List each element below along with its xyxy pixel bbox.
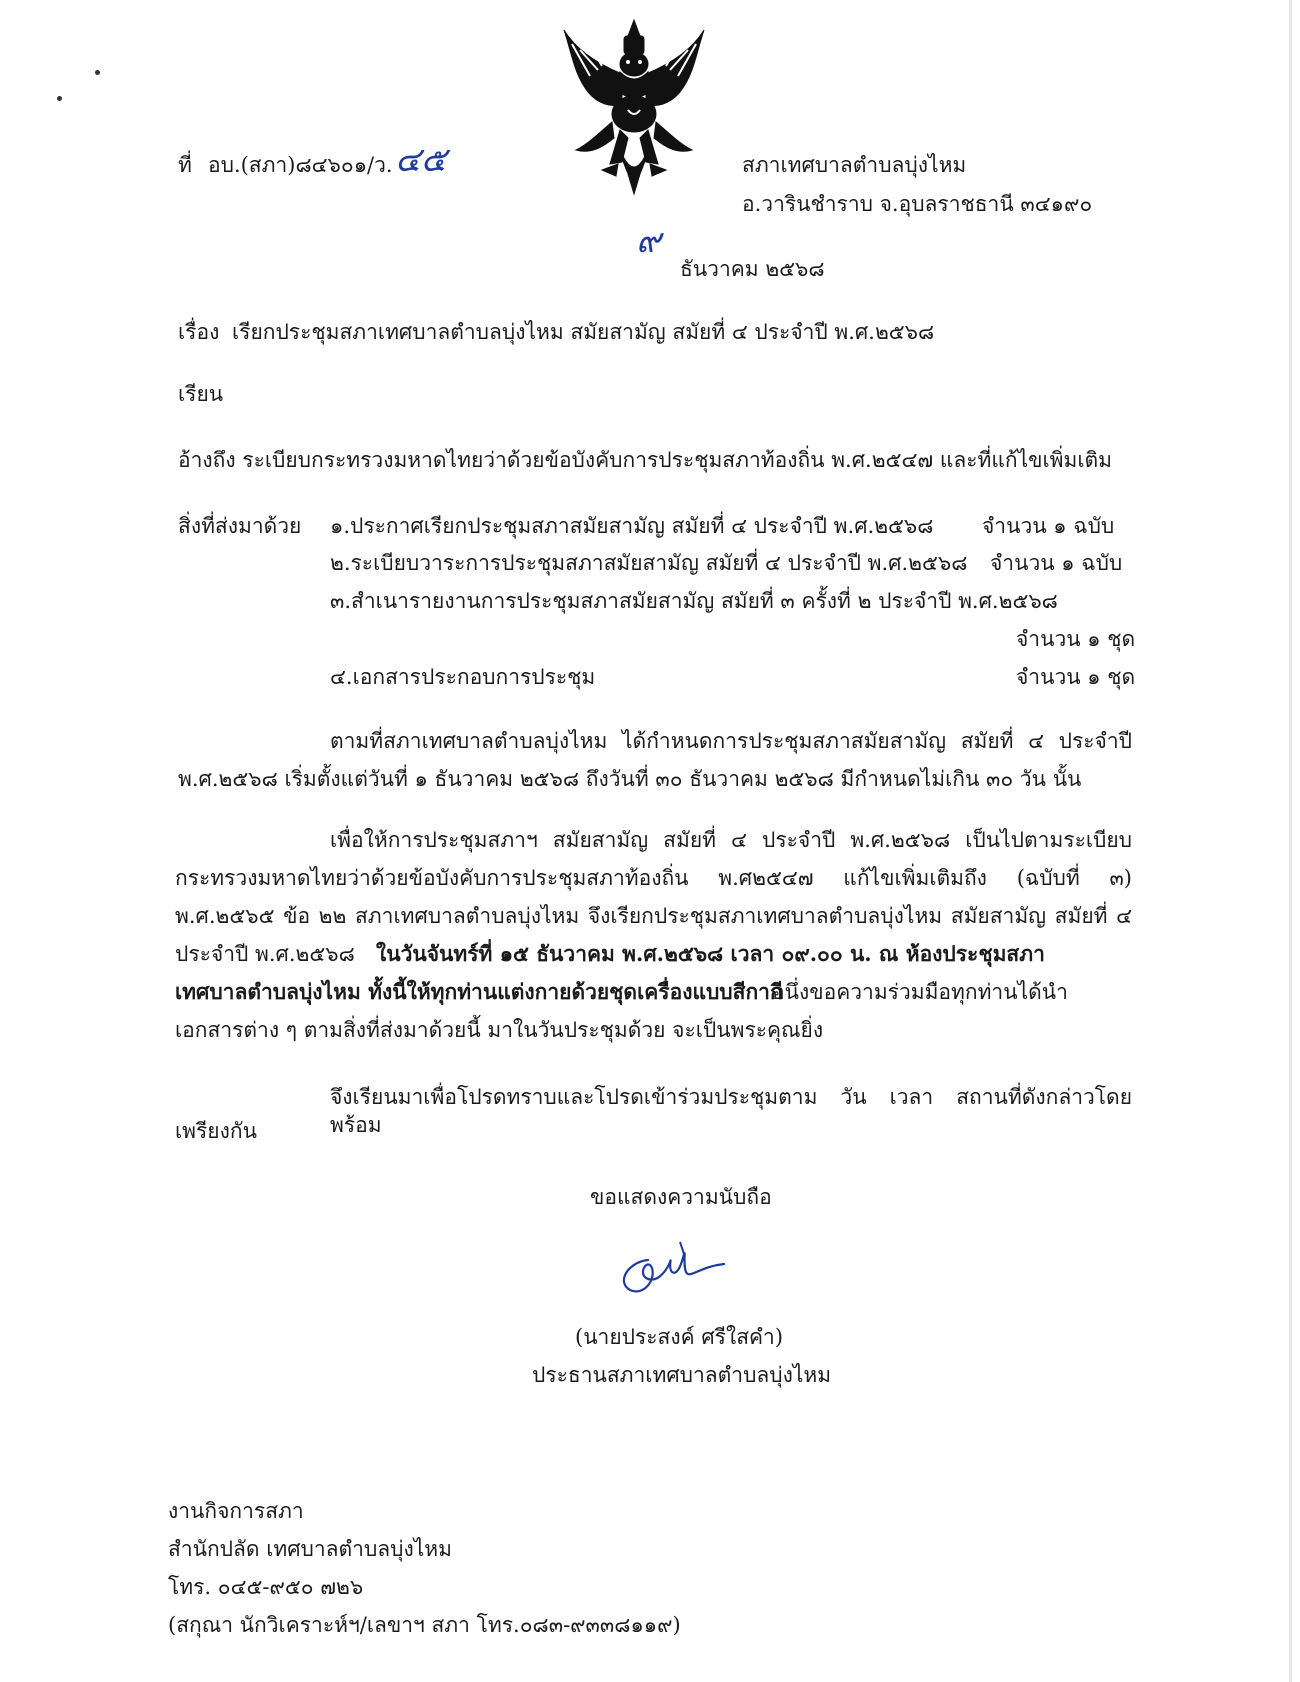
signer-name: (นายประสงค์ ศรีใสคำ) — [575, 1325, 784, 1349]
enclosure-item: ๑.ประกาศเรียกประชุมสภาสมัยสามัญ สมัยที่ ๔ ประจำปี พ.ศ.๒๕๖๘ — [330, 514, 934, 538]
salutation: เรียน — [178, 382, 224, 406]
subject-text: เรียกประชุมสภาเทศบาลตำบลบุ่งไหม สมัยสามัญ สมัยที่ ๔ ประจำปี พ.ศ.๒๕๖๘ — [232, 320, 935, 344]
enclosures-label: สิ่งที่ส่งมาด้วย — [178, 514, 302, 538]
handwritten-signature — [608, 1232, 728, 1302]
enclosure-item: ๓.สำเนารายงานการประชุมสภาสมัยสามัญ สมัยที่ ๓ ครั้งที่ ๒ ประจำปี พ.ศ.๒๕๖๘ — [330, 589, 1058, 613]
body-paragraph-line: จึงเรียนมาเพื่อโปรดทราบและโปรดเข้าร่วมประชุมตาม วัน เวลา สถานที่ดังกล่าวโดยพร้อม — [330, 1085, 1132, 1137]
scan-speck — [57, 96, 62, 101]
scan-speck — [95, 70, 100, 75]
ref-label: ที่ — [178, 153, 192, 177]
footer-department: งานกิจการสภา — [168, 1499, 304, 1523]
closing-phrase: ขอแสดงความนับถือ — [590, 1185, 772, 1209]
enclosure-item: ๒.ระเบียบวาระการประชุมสภาสมัยสามัญ สมัยที่ ๔ ประจำปี พ.ศ.๒๕๖๘ — [330, 551, 968, 575]
enclosure-qty: จำนวน ๑ ชุด — [1016, 627, 1136, 651]
garuda-emblem — [558, 14, 710, 196]
body-paragraph-line: ตามที่สภาเทศบาลตำบลบุ่งไหม ได้กำหนดการประชุมสภาสมัยสามัญ สมัยที่ ๔ ประจำปี — [330, 729, 1132, 753]
body-paragraph-line: ประจำปี พ.ศ.๒๕๖๘ — [175, 942, 355, 966]
subject-label: เรื่อง — [178, 320, 220, 344]
reference-line: อ้างถึง ระเบียบกระทรวงมหาดไทยว่าด้วยข้อบังคับการประชุมสภาท้องถิ่น พ.ศ.๒๕๔๗ และที่แก้ไขเพิ่มเติม — [178, 448, 1113, 472]
org-name: สภาเทศบาลตำบลบุ่งไหม — [742, 153, 967, 177]
body-paragraph-line: กระทรวงมหาดไทยว่าด้วยข้อบังคับการประชุมสภาท้องถิ่น พ.ศ๒๕๔๗ แก้ไขเพิ่มเติมถึง (ฉบับที่ ๓) — [175, 866, 1132, 890]
ref-number: อบ.(สภา)๘๔๖๐๑/ว. — [208, 153, 393, 177]
body-paragraph-line: พ.ศ.๒๕๖๕ ข้อ ๒๒ สภาเทศบาลตำบลบุ่งไหม จึงเรียกประชุมสภาเทศบาลตำบลบุ่งไหม สมัยสามัญ สมัยที่ ๔ — [175, 904, 1132, 928]
footer-office: สำนักปลัด เทศบาลตำบลบุ่งไหม — [168, 1537, 452, 1561]
footer-phone: โทร. ๐๔๕-๙๕๐ ๗๒๖ — [168, 1575, 364, 1599]
body-paragraph-line: อนึ่งขอความร่วมมือทุกท่านได้นำ — [772, 980, 1068, 1004]
page-edge-shadow — [1289, 0, 1292, 1682]
letter-date: ธันวาคม ๒๕๖๘ — [680, 257, 825, 281]
enclosure-qty: จำนวน ๑ ฉบับ — [982, 514, 1115, 538]
meeting-datetime-place: ในวันจันทร์ที่ ๑๕ ธันวาคม พ.ศ.๒๕๖๘ เวลา ๐๙.๐๐ น. ณ ห้องประชุมสภา — [376, 941, 1045, 966]
org-address: อ.วารินชำราบ จ.อุบลราชธานี ๓๔๑๙๐ — [742, 192, 1093, 216]
body-paragraph-line: เพรียงกัน — [175, 1119, 257, 1143]
body-paragraph-line: เพื่อให้การประชุมสภาฯ สมัยสามัญ สมัยที่ ๔ ประจำปี พ.ศ.๒๕๖๘ เป็นไปตามระเบียบ — [330, 828, 1132, 852]
body-paragraph-line: พ.ศ.๒๕๖๘ เริ่มตั้งแต่วันที่ ๑ ธันวาคม ๒๕๖๘ ถึงวันที่ ๓๐ ธันวาคม ๒๕๖๘ มีกำหนดไม่เกิน ๓๐ วัน นั้น — [178, 767, 1082, 791]
enclosure-qty: จำนวน ๑ ฉบับ — [990, 551, 1123, 575]
body-paragraph-line: เอกสารต่าง ๆ ตามสิ่งที่ส่งมาด้วยนี้ มาในวันประชุมด้วย จะเป็นพระคุณยิ่ง — [175, 1018, 824, 1042]
date-day-handwritten: ๙ — [636, 221, 661, 261]
enclosure-qty: จำนวน ๑ ชุด — [1016, 665, 1136, 689]
signer-title: ประธานสภาเทศบาลตำบลบุ่งไหม — [532, 1363, 832, 1387]
ref-number-handwritten: ๔๕ — [395, 140, 447, 180]
footer-contact: (สกุณา นักวิเคราะห์ฯ/เลขาฯ สภา โทร.๐๘๓-๙๓๓๘๑๑๙) — [168, 1613, 681, 1637]
enclosure-item: ๔.เอกสารประกอบการประชุม — [330, 665, 596, 689]
dress-code: เทศบาลตำบลบุ่งไหม ทั้งนี้ให้ทุกท่านแต่งกายด้วยชุดเครื่องแบบสีกากี — [175, 979, 783, 1004]
